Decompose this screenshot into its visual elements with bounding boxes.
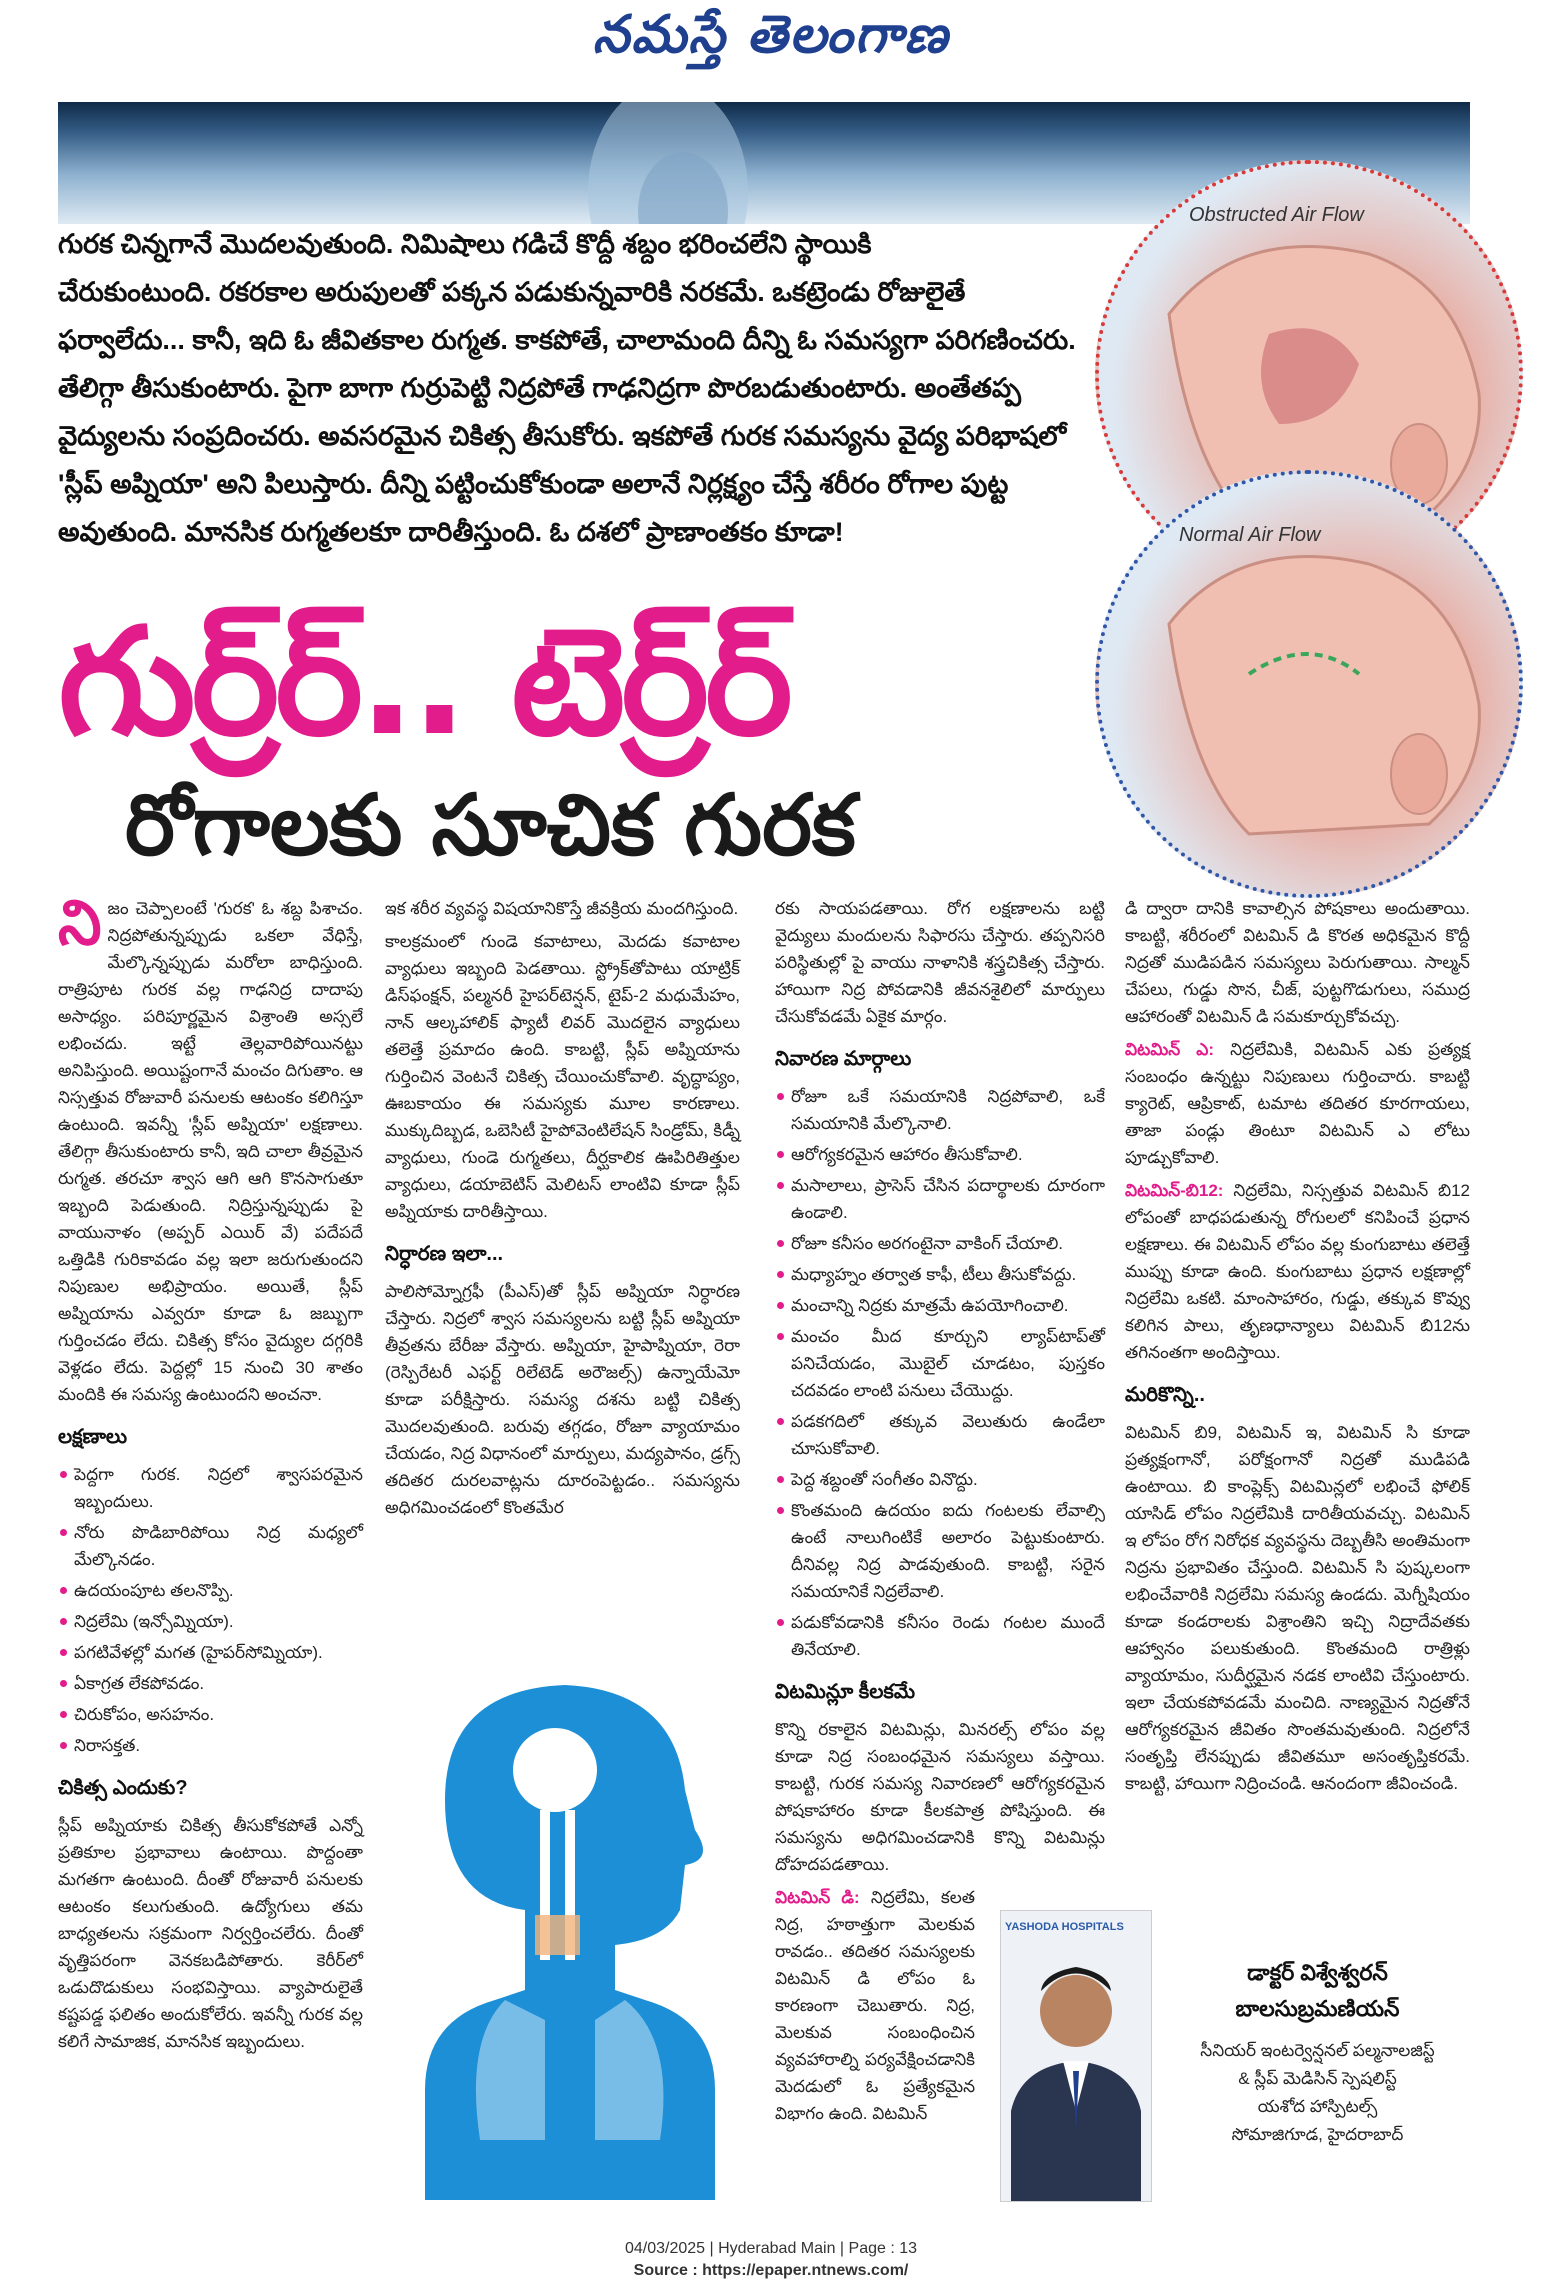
vitamin-a-text: నిద్రలేమికి, విటమిన్ ఎకు ప్రత్యక్ష సంబంధం ఉన్నట్టు నిపుణులు గుర్తించారు. కాబట్టి క్యారెట్, ఆప్రికాట్, టమాట తదితర కూరగాయలు, తాజా పండ్లు తింటూ విటమిన్ ఎ లోటు పూడ్చుకోవాలి. bbox=[1125, 1040, 1470, 1167]
symptoms-heading: లక్షణాలు bbox=[58, 1426, 128, 1448]
opening-text: జం చెప్పాలంటే 'గురక' ఓ శబ్ద పిశాచం. నిద్రపోతున్నప్పుడు ఒకలా వేధిస్తే, మేల్కొన్నప్పుడు మరోలా బాధిస్తుంది. రాత్రిపూట గురక వల్ల గాఢనిద్ర దాదాపు అసాధ్యం. పరిపూర్ణమైన విశ్రాంతి అస్సలే లభించదు. ఇట్టే తెల్లవారిపోయినట్టు అనిపిస్తుంది. అయిష్టంగానే మంచం దిగుతాం. ఆ నిస్సత్తువ రోజువారీ పనులకు ఆటంకం కలిగిస్తూ ఉంటుంది. ఇవన్నీ 'స్లీప్ అప్నియా' లక్షణాలు. తేలిగ్గా తీసుకుంటారు కానీ, ఇది చాలా తీవ్రమైన రుగ్మత. తరచూ శ్వాస ఆగి ఆగి కొనసాగుతూ ఇబ్బంది పెడుతుంది. నిద్రిస్తున్నప్పుడు పై వాయునాళం (అప్పర్ ఎయిర్ వే) పదేపదే ఒత్తిడికి గురికావడం వల్ల ఇలా జరుగుతుందని నిపుణుల అభిప్రాయం. అయితే, స్లీప్ అప్నియాను ఎవ్వరూ కూడా ఓ జబ్బుగా గుర్తించడం లేదు. చికిత్స కోసం వైద్యుల దగ్గరికి వెళ్లడం లేదు. పెద్దల్లో 15 నుంచి 30 శాతం మందికి ఈ సమస్య ఉంటుందని అంచనా. bbox=[58, 899, 363, 1404]
hospital-backdrop-text: YASHODA HOSPITALS bbox=[1005, 1921, 1124, 1933]
airway-illustration bbox=[385, 1660, 740, 2200]
vitamins-heading: విటమిన్లూ కీలకమే bbox=[775, 1681, 915, 1703]
intro-line: వైద్యులను సంప్రదించరు. అవసరమైన చికిత్స తీసుకోరు. ఇకపోతే గురక సమస్యను వైద్య పరిభాషలో bbox=[58, 421, 1067, 451]
intro-line: తేలిగ్గా తీసుకుంటారు. పైగా బాగా గుర్రుపెట్టి నిద్రపోతే గాఢనిద్రగా పొరబడుతుంటారు. అంతేతప్ప bbox=[58, 373, 1021, 403]
column-1 bbox=[58, 886, 363, 2061]
vitamin-a-lead: విటమిన్ ఎ: bbox=[1125, 1040, 1215, 1059]
article-paragraph bbox=[775, 1884, 975, 2127]
doctor-designation: & స్లీప్ మెడిసిన్ స్పెషలిస్ట్ bbox=[1238, 2069, 1397, 2088]
airway-icon bbox=[385, 1660, 740, 2200]
doctor-photo bbox=[1000, 1910, 1152, 2202]
article-paragraph: డి ద్వారా దానికి కావాల్సిన పోషకాలు అందుతాయి. కాబట్టి, శరీరంలో విటమిన్ డి కొరత అధికమైన కొద్దీ నిద్రతో ముడిపడిన సమస్యలు పెరుగుతాయి. సాల్మన్ చేపలు, గుడ్డు సొన, చీజ్, పుట్టగొడుగులు, సముద్ర ఆహారంతో విటమిన్ డి సమకూర్చుకోవచ్చు. bbox=[1125, 899, 1470, 1026]
list-item: పడుకోవడానికి కనీసం రెండు గంటల ముందే తినేయాలి. bbox=[791, 1609, 1105, 1663]
intro-line: చేరుకుంటుంది. రకరకాల అరుపులతో పక్కన పడుకున్నవారికి నరకమే. ఒకట్రెండు రోజులైతే bbox=[58, 277, 966, 307]
vitamin-b12-text: నిద్రలేమి, నిస్సత్తువ విటమిన్ బి12 లోపంతో బాధపడుతున్న రోగులలో కనిపించే ప్రధాన లక్షణాలు. ఈ విటమిన్ లోపం వల్ల కుంగుబాటు తలెత్తే ముప్పు కూడా ఉంది. కుంగుబాటు ప్రధాన లక్షణాల్లో నిద్రలేమి ఒకటి. మాంసాహారం, గుడ్డు, తక్కువ కొవ్వు కలిగిన పాలు, తృణధాన్యాలు విటమిన్ బి12ను తగినంతగా అందిస్తాయి. bbox=[1125, 1181, 1471, 1362]
vitamin-d-text: నిద్రలేమి, కలత నిద్ర, హఠాత్తుగా మెలకువ రావడం.. తదితర సమస్యలకు విటమిన్ డి లోపం ఓ కారణంగా చెబుతారు. నిద్ర, మెలకువ సంబంధించిన వ్యవహారాల్ని పర్యవేక్షించడానికి మెదడులో ఓ ప్రత్యేకమైన విభాగం ఉంది. విటమిన్ bbox=[775, 1888, 975, 2123]
list-item: నిద్రలేమి (ఇన్సోమ్నియా). bbox=[74, 1608, 363, 1635]
article-paragraph: కొన్ని రకాలైన విటమిన్లు, మినరల్స్ లోపం వల్ల కూడా నిద్ర సంబంధమైన సమస్యలు వస్తాయి. కాబట్టి, గురక సమస్య నివారణలో ఆరోగ్యకరమైన పోషకాహారం కూడా కీలకపాత్ర పోషిస్తుంది. ఈ సమస్యను అధిగమించడానికి కొన్ని విటమిన్లు దోహదపడతాయి. bbox=[775, 1720, 1105, 1874]
intro-line: గురక చిన్నగానే మొదలవుతుంది. నిమిషాలు గడిచే కొద్దీ శబ్దం భరించలేని స్థాయికి bbox=[58, 229, 872, 259]
list-item: చిరుకోపం, అసహనం. bbox=[74, 1701, 363, 1728]
subheadline: రోగాలకు సూచిక గురక bbox=[125, 776, 856, 874]
list-item: ఏకాగ్రత లేకపోవడం. bbox=[74, 1670, 363, 1697]
article-paragraph: స్లీప్ అప్నియాకు చికిత్స తీసుకోకపోతే ఎన్నో ప్రతికూల ప్రభావాలు ఉంటాయి. పొద్దంతా మగతగా ఉంటుంది. దీంతో రోజువారీ పనులకు ఆటంకం కలుగుతుంది. ఉద్యోగులు తమ బాధ్యతలను సక్రమంగా నిర్వర్తించలేరు. దీంతో వృత్తిపరంగా వెనకబడిపోతారు. కెరీర్‌లో ఒడుదొడుకులు సంభవిస్తాయి. వ్యాపారులైతే కష్టపడ్డ ఫలితం అందుకోలేరు. ఇవన్నీ గురక వల్ల కలిగే సామాజిక, మానసిక ఇబ్బందులు. bbox=[58, 1816, 363, 2051]
footer-date: 04/03/2025 | Hyderabad Main | Page : 13 bbox=[624, 2240, 918, 2257]
doctor-credit bbox=[1165, 1955, 1470, 2149]
drop-cap: ని bbox=[58, 886, 102, 959]
obstructed-airflow-label: Obstructed Air Flow bbox=[1189, 204, 1364, 226]
list-item: మధ్యాహ్నం తర్వాత కాఫీ, టీలు తీసుకోవద్దు. bbox=[791, 1261, 1105, 1288]
doctor-name: బాలసుబ్రమణియన్ bbox=[1235, 1996, 1400, 2021]
list-item: కొంతమంది ఉదయం ఐదు గంటలకు లేవాల్సి ఉంటే నాలుగింటికే అలారం పెట్టుకుంటారు. దీనివల్ల నిద్ర పాడవుతుంది. కాబట్టి, సరైన సమయానికే నిద్రలేవాలి. bbox=[791, 1497, 1105, 1605]
list-item: మసాలాలు, ప్రాసెస్ చేసిన పదార్థాలకు దూరంగా ఉండాలి. bbox=[791, 1172, 1105, 1226]
list-item: పగటివేళల్లో మగత (హైపర్‌సోమ్నియా). bbox=[74, 1639, 363, 1666]
doctor-portrait-icon bbox=[1001, 1911, 1151, 2201]
list-item: నిరాసక్తత. bbox=[74, 1732, 363, 1759]
vitamin-d-lead: విటమిన్ డి: bbox=[775, 1888, 860, 1907]
doctor-name: డాక్టర్ విశ్వేశ్వరన్ bbox=[1247, 1960, 1388, 1985]
normal-airflow-figure bbox=[1095, 470, 1523, 898]
list-item: రోజూ కనీసం అరగంటైనా వాకింగ్ చేయాలి. bbox=[791, 1230, 1105, 1257]
normal-airflow-label: Normal Air Flow bbox=[1179, 524, 1321, 546]
headline: గుర్ర్‌ర్.. టెర్ర్‌ర్ bbox=[58, 596, 789, 768]
article-paragraph: రకు సాయపడతాయి. రోగ లక్షణాలను బట్టి వైద్యులు మందులను సిఫారసు చేస్తారు. తప్పనిసరి పరిస్థితుల్లో పై వాయు నాళానికి శస్త్రచికిత్స చేస్తారు. హాయిగా నిద్ర పోవడానికి జీవనశైలిలో మార్పులు చేసుకోవడమే ఏకైక మార్గం. bbox=[775, 899, 1105, 1026]
doctor-designation: సోమాజిగూడ, హైదరాబాద్ bbox=[1231, 2125, 1404, 2144]
list-item: ఉదయంపూట తలనొప్పి. bbox=[74, 1577, 363, 1604]
article-paragraph bbox=[58, 886, 363, 1408]
article-paragraph: ఇక శరీర వ్యవస్థ విషయానికొస్తే జీవక్రియ మందగిస్తుంది. bbox=[385, 899, 739, 918]
vitamin-b12-lead: విటమిన్-బి12: bbox=[1125, 1181, 1224, 1200]
list-item: రోజూ ఒకే సమయానికి నిద్రపోవాలి, ఒకే సమయానికి మేల్కొనాలి. bbox=[791, 1083, 1105, 1137]
masthead: నమస్తే తెలంగాణ bbox=[592, 4, 950, 65]
doctor-designation: సీనియర్ ఇంటర్వెన్షనల్ పల్మనాలజిస్ట్ bbox=[1200, 2041, 1435, 2060]
diagnosis-heading: నిర్ధారణ ఇలా... bbox=[385, 1243, 504, 1265]
symptoms-list bbox=[58, 1461, 363, 1759]
list-item: పెద్దగా గురక. నిద్రలో శ్వాసపరమైన ఇబ్బందులు. bbox=[74, 1461, 363, 1515]
intro-line: 'స్లీప్ అప్నియా' అని పిలుస్తారు. దీన్ని పట్టించుకోకుండా అలానే నిర్లక్ష్యం చేస్తే శరీరం రోగాల పుట్ట bbox=[58, 469, 1009, 499]
prevention-heading: నివారణ మార్గాలు bbox=[775, 1048, 912, 1070]
treatment-heading: చికిత్స ఎందుకు? bbox=[58, 1777, 188, 1799]
footer-source: Source : https://epaper.ntnews.com/ bbox=[633, 2262, 909, 2279]
column-4 bbox=[1125, 895, 1470, 1803]
list-item: ఆరోగ్యకరమైన ఆహారం తీసుకోవాలి. bbox=[791, 1141, 1105, 1168]
list-item: మంచాన్ని నిద్రకు మాత్రమే ఉపయోగించాలి. bbox=[791, 1292, 1105, 1319]
intro-line: ఫర్వాలేదు... కానీ, ఇది ఓ జీవితకాల రుగ్మత. కాకపోతే, చాలామంది దీన్ని ఓ సమస్యగా పరిగణించరు. bbox=[58, 325, 1076, 355]
footer bbox=[0, 2238, 1542, 2282]
article-paragraph bbox=[1125, 1036, 1470, 1171]
intro-paragraph bbox=[58, 220, 1108, 556]
article-paragraph: పాలిసోమ్నోగ్రఫీ (పీఎస్)తో స్లీప్ అప్నియా నిర్ధారణ చేస్తారు. నిద్రలో శ్వాస సమస్యలను బట్టి స్లీప్ అప్నియా తీవ్రతను బేరీజు వేస్తారు. అప్నియా, హైపాప్నియా, రెరా (రెస్పిరేటరీ ఎఫర్ట్ రిలేటెడ్ అరౌజల్స్) ఉన్నాయేమో కూడా పరీక్షిస్తారు. సమస్య దశను బట్టి చికిత్స మొదలవుతుంది. బరువు తగ్గడం, రోజూ వ్యాయామం చేయడం, నిద్ర విధానంలో మార్పులు, మద్యపానం, డ్రగ్స్ తదితర దురలవాట్లను దూరంపెట్టడం.. సమస్యను అధిగమించడంలో కొంతమేర bbox=[385, 1282, 740, 1517]
article-paragraph: కాలక్రమంలో గుండె కవాటాలు, మెదడు కవాటాల వ్యాధులు ఇబ్బంది పెడతాయి. స్ట్రోక్‌తోపాటు యాట్రిక్ డిస్‌ఫంక్షన్, పల్మనరీ హైపర్‌టెన్షన్, టైప్-2 మధుమేహం, నాన్ ఆల్కహాలిక్ ఫ్యాటీ లివర్ మొదలైన వ్యాధులు తలెత్తే ప్రమాదం ఉంది. కాబట్టి, స్లీప్ అప్నియాను గుర్తించిన వెంటనే చికిత్స చేయించుకోవాలి. వృద్ధాప్యం, ఊబకాయం ఈ సమస్యకు మూల కారణాలు. ముక్కుదిబ్బడ, ఒబెసిటీ హైపోవెంటిలేషన్ సిండ్రోమ్, కిడ్నీ వ్యాధులు, గుండె రుగ్మతలు, దీర్ఘకాలిక ఊపిరితిత్తుల వ్యాధులు, డయాబెటిస్ మెలిటస్ లాంటివి కూడా స్లీప్ అప్నియాకు దారితీస్తాయి. bbox=[385, 932, 740, 1221]
intro-line: అవుతుంది. మానసిక రుగ్మతలకూ దారితీస్తుంది. ఓ దశలో ప్రాణాంతకం కూడా! bbox=[58, 517, 844, 547]
column-2 bbox=[385, 895, 740, 1527]
list-item: మంచం మీద కూర్చుని ల్యాప్‌టాప్‌తో పనిచేయడం, మొబైల్ చూడటం, పుస్తకం చదవడం లాంటి పనులు చేయొద్దు. bbox=[791, 1323, 1105, 1404]
more-heading: మరికొన్ని.. bbox=[1125, 1384, 1205, 1406]
list-item: పెద్ద శబ్దంతో సంగీతం వినొద్దు. bbox=[791, 1466, 1105, 1493]
article-paragraph: విటమిన్ బి9, విటమిన్ ఇ, విటమిన్ సి కూడా ప్రత్యక్షంగానో, పరోక్షంగానో నిద్రతో ముడిపడి ఉంటాయి. బి కాంప్లెక్స్ విటమిన్లలో లభించే ఫోలిక్ యాసిడ్ లోపం నిద్రలేమికి దారితీయవచ్చు. విటమిన్ ఇ లోపం రోగ నిరోధక వ్యవస్థను దెబ్బతీసి అంతిమంగా నిద్రను ప్రభావితం చేస్తుంది. విటమిన్ సి పుష్కలంగా లభించేవారికి నిద్రలేమి సమస్య ఉండదు. మెగ్నీషియం కూడా కండరాలకు విశ్రాంతిని ఇచ్చి నిద్రాదేవతకు ఆహ్వానం పలుకుతుంది. కొంతమంది రాత్రిళ్లు వ్యాయామం, సుదీర్ఘమైన నడక లాంటివి చేస్తుంటారు. ఇలా చేయకపోవడమే మంచిది. నాణ్యమైన నిద్రతోనే ఆరోగ్యకరమైన జీవితం సొంతమవుతుంది. నిద్రలోనే సంతృప్తి లేనప్పుడు జీవితమూ అసంతృప్తికరమే. కాబట్టి, హాయిగా నిద్రించండి. ఆనందంగా జీవించండి. bbox=[1125, 1423, 1470, 1793]
list-item: పడకగదిలో తక్కువ వెలుతురు ఉండేలా చూసుకోవాలి. bbox=[791, 1408, 1105, 1462]
article-paragraph bbox=[1125, 1177, 1470, 1366]
list-item: నోరు పొడిబారిపోయి నిద్ర మధ్యలో మేల్కొనడం. bbox=[74, 1519, 363, 1573]
prevention-list bbox=[775, 1083, 1105, 1663]
doctor-designation: యశోద హాస్పిటల్స్ bbox=[1257, 2097, 1378, 2116]
